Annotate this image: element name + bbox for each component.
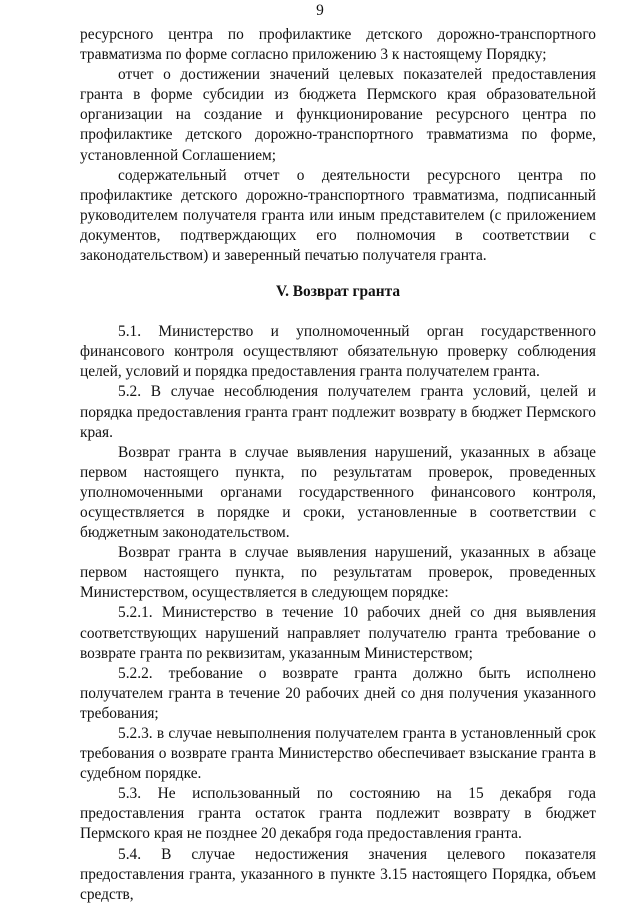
paragraph-report-activity: содержательный отчет о деятельности ресурсного центра по профилактике детского дорожно-транспортного травматизма, подписанный руководителем получателя гранта или иным представителем (с приложением документов, подтверждающих его полномочия в соответствии с законодательством) и заверенный печатью получателя гранта. [80,166,596,265]
paragraph-5-4: 5.4. В случае недостижения значения целевого показателя предоставления гранта, указанного в пункте 3.15 настоящего Порядка, объем средств, [80,845,596,903]
paragraph-report-targets: отчет о достижении значений целевых показателей предоставления гранта в форме субсидии из бюджета Пермского края образовательной организации на создание и функционирование ресурсного центра по профилактике детского дорожно-транспортного травматизма по форме, установленной Соглашением; [80,66,596,164]
paragraph-5-2-3: 5.2.3. в случае невыполнения получателем гранта в установленный срок требования о возврате гранта Министерство обеспечивает взыскание гранта в судебном порядке. [80,725,596,783]
paragraph-5-2-1: 5.2.1. Министерство в течение 10 рабочих дней со дня выявления соответствующих нарушений направляет получателю гранта требование о возврате гранта по реквизитам, указанным Министерством; [80,604,596,662]
page-number: 9 [316,2,324,19]
section-title: V. Возврат гранта [275,283,401,301]
paragraph-5-1: 5.1. Министерство и уполномоченный орган государственного финансового контроля осуществляют обязательную проверку соблюдения целей, условий и порядка предоставления гранта получателем гранта. [80,323,596,381]
paragraph-continuation: ресурсного центра по профилактике детского дорожно-транспортного травматизма по форме согласно приложению 3 к настоящему Порядку; [80,26,596,64]
paragraph-5-2-state-control: Возврат гранта в случае выявления нарушений, указанных в абзаце первом настоящего пункта, по результатам проверок, проведенных уполномоченными органами государственного финансового контроля, осуществляется в порядке и сроки, установленные в соответствии с бюджетным законодательством. [80,443,596,542]
paragraph-5-2-2: 5.2.2. требование о возврате гранта должно быть исполнено получателем гранта в течение 20 рабочих дней со дня получения указанного требования; [80,664,596,722]
document-body [80,25,596,905]
paragraph-5-2-ministry-control: Возврат гранта в случае выявления нарушений, указанных в абзаце первом настоящего пункта, по результатам проверок, проведенных Министерством, осуществляется в следующем порядке: [80,544,596,602]
paragraph-5-3: 5.3. Не использованный по состоянию на 15 декабря года предоставления гранта остаток гранта подлежит возврату в бюджет Пермского края не позднее 20 декабря года предоставления гранта. [80,785,596,843]
paragraph-5-2: 5.2. В случае несоблюдения получателем гранта условий, целей и порядка предоставления гранта грант подлежит возврату в бюджет Пермского края. [80,383,596,441]
